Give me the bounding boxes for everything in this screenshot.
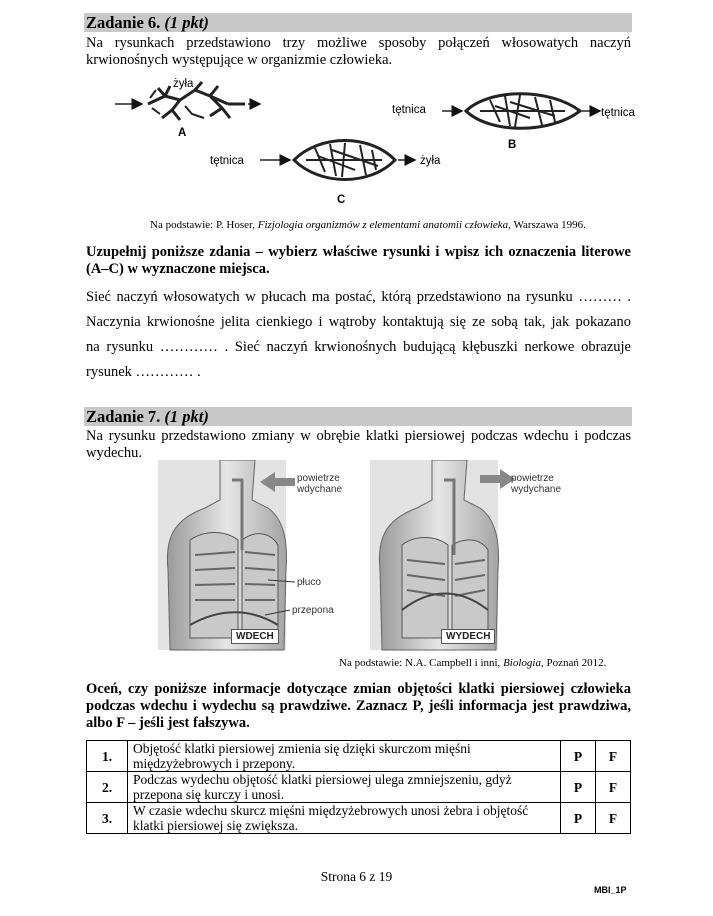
- row-number: 3.: [87, 803, 128, 834]
- table-row: [87, 772, 631, 803]
- figure-a-label-zyla: żyła: [173, 78, 194, 90]
- row-statement: Objętość klatki piersiowej zmienia się dzięki skurczom mięśni międzyżebrowych i przepony.: [128, 741, 561, 772]
- thorax-figure: [150, 460, 570, 652]
- option-p-button[interactable]: P: [561, 803, 596, 834]
- figure-b-label-out: tętnica: [601, 107, 635, 119]
- exam-code: MBI_1P: [594, 885, 627, 895]
- figure-b-letter: B: [508, 139, 517, 151]
- przepona-label: przepona: [292, 605, 334, 616]
- inhale-torso: [158, 460, 287, 650]
- option-f-button[interactable]: F: [596, 772, 631, 803]
- true-false-table: [86, 740, 631, 834]
- task6-title: Zadanie 6.: [86, 13, 161, 32]
- task7-points: (1 pkt): [164, 407, 209, 426]
- task6-header: [84, 13, 632, 32]
- task6-instruction: Uzupełnij poniższe zdania – wybierz właściwe rysunki i wpisz ich oznaczenia literowe (A–C) w wyznaczone miejsca.: [86, 244, 631, 277]
- option-p-button[interactable]: P: [561, 741, 596, 772]
- option-p-button[interactable]: P: [561, 772, 596, 803]
- figure-b-label-in: tętnica: [392, 104, 426, 116]
- table-row: [87, 741, 631, 772]
- row-statement: Podczas wydechu objętość klatki piersiowej ulega zmniejszeniu, gdyż przepona się kurczy i unosi.: [128, 772, 561, 803]
- capillary-figure: [110, 78, 650, 218]
- task7-instruction: Oceń, czy poniższe informacje dotyczące zmian objętości klatki piersiowej człowieka podczas wdechu i wydechu są prawdziwe. Zaznacz P, jeśli informacja jest prawdziwa, albo F – jeśli jest fałszywa.: [86, 681, 631, 731]
- task7-source: Na podstawie: N.A. Campbell i inni, Biologia, Poznań 2012.: [339, 657, 607, 669]
- figure-c-letter: C: [337, 194, 346, 206]
- figure-c-label-in: tętnica: [210, 155, 244, 167]
- inhale-air-label: powietrze wdychane: [297, 473, 343, 495]
- option-f-button[interactable]: F: [596, 803, 631, 834]
- figure-c-label-out: żyła: [420, 155, 441, 167]
- exhale-torso: [370, 460, 499, 650]
- task6-line-4: rysunek ………… .: [86, 364, 201, 380]
- page-number: Strona 6 z 19: [320, 869, 393, 884]
- option-f-button[interactable]: F: [596, 741, 631, 772]
- wydech-label: WYDECH: [441, 629, 495, 644]
- task7-title: Zadanie 7.: [86, 407, 161, 426]
- task7-intro: Na rysunku przedstawiono zmiany w obrębie klatki piersiowej podczas wdechu i podczas wydechu.: [86, 428, 631, 461]
- pluco-label: płuco: [297, 577, 321, 588]
- wdech-label: WDECH: [231, 629, 279, 644]
- task6-source: Na podstawie: P. Hoser, Fizjologia organizmów z elementami anatomii człowieka, Warszawa 1996.: [150, 219, 586, 231]
- task6-points: (1 pkt): [164, 13, 209, 32]
- table-row: [87, 803, 631, 834]
- task6-line-2: Naczynia krwionośne jelita cienkiego i wątroby kontaktują się ze sobą tak, jak pokazano: [86, 314, 631, 330]
- exhale-air-label: powietrze wydychane: [511, 473, 562, 495]
- figure-b-vessel: [442, 94, 600, 129]
- row-number: 2.: [87, 772, 128, 803]
- task6-line-1: Sieć naczyń włosowatych w płucach ma postać, którą przedstawiono na rysunku ……… .: [86, 289, 631, 305]
- task7-header: [84, 407, 632, 426]
- task6-intro: Na rysunkach przedstawiono trzy możliwe sposoby połączeń włosowatych naczyń krwionośnych występujące w organizmie człowieka.: [86, 35, 631, 68]
- row-statement: W czasie wdechu skurcz mięśni międzyżebrowych unosi żebra i objętość klatki piersiowej się zwiększa.: [128, 803, 561, 834]
- task6-line-3: na rysunku ………… . Sieć naczyń krwionośnych budującą kłębuszki nerkowe obrazuje: [86, 339, 631, 355]
- row-number: 1.: [87, 741, 128, 772]
- figure-a-letter: A: [178, 127, 187, 139]
- figure-c-vessel: [260, 141, 415, 180]
